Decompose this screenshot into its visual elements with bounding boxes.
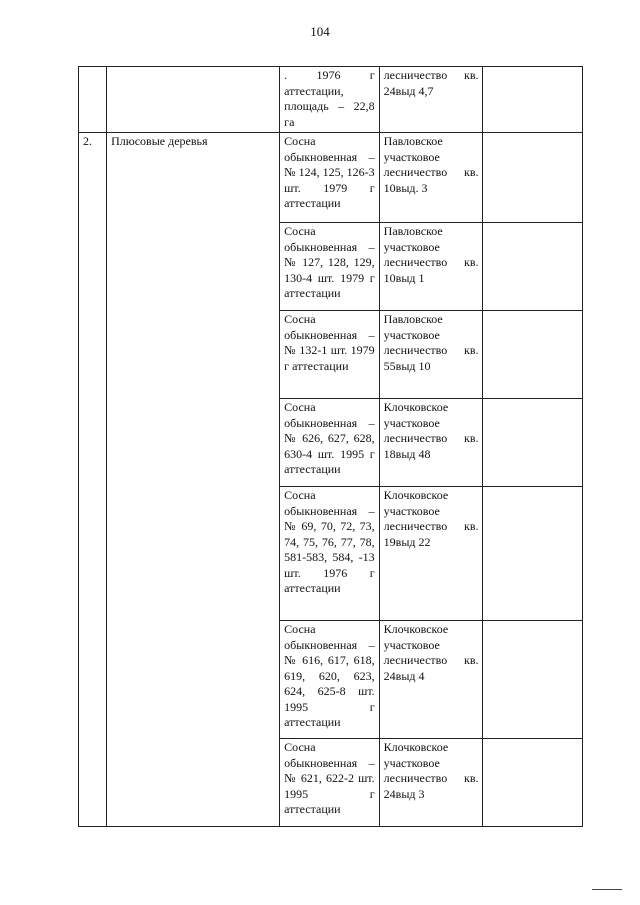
location-cell: Клочковское участковое лесничество кв. 19выд 22 [379,487,483,621]
empty-cell [483,399,583,487]
description-cell: Сосна обыкновенная – № 616, 617, 618, 619, 620, 623, 624, 625-8 шт. 1995 г аттестации [280,621,380,739]
location-cell: Павловское участковое лесничество кв. 10выд. 3 [379,133,483,223]
group-name-cell: Плюсовые деревья [107,133,280,827]
empty-cell [483,621,583,739]
description-cell: Сосна обыкновенная – № 69, 70, 72, 73, 74, 75, 76, 77, 78, 581-583, 584, -13 шт. 1976 г аттестации [280,487,380,621]
table-row [79,133,583,223]
empty-cell [483,311,583,399]
name-cell [107,67,280,133]
location-cell: лесничество кв. 24выд 4,7 [379,67,483,133]
location-cell: Клочковское участковое лесничество кв. 24выд 4 [379,621,483,739]
description-cell: Сосна обыкновенная – № 621, 622-2 шт. 1995 г аттестации [280,739,380,827]
description-cell: . 1976 г аттестации, площадь – 22,8 га [280,67,380,133]
empty-cell [483,223,583,311]
empty-cell [483,739,583,827]
table-row [79,67,583,133]
empty-cell [483,487,583,621]
location-cell: Павловское участковое лесничество кв. 10выд 1 [379,223,483,311]
group-number-cell: 2. [79,133,107,827]
location-cell: Клочковское участковое лесничество кв. 18выд 48 [379,399,483,487]
description-cell: Сосна обыкновенная – № 124, 125, 126-3 шт. 1979 г аттестации [280,133,380,223]
location-cell: Клочковское участковое лесничество кв. 24выд 3 [379,739,483,827]
description-cell: Сосна обыкновенная – № 626, 627, 628, 630-4 шт. 1995 г аттестации [280,399,380,487]
margin-mark [592,889,622,890]
empty-cell [483,133,583,223]
location-cell: Павловское участковое лесничество кв. 55выд 10 [379,311,483,399]
description-cell: Сосна обыкновенная – № 127, 128, 129, 130-4 шт. 1979 г аттестации [280,223,380,311]
document-table [78,66,583,827]
description-cell: Сосна обыкновенная – № 132-1 шт. 1979 г аттестации [280,311,380,399]
number-cell [79,67,107,133]
page-number: 104 [310,24,330,39]
empty-cell [483,67,583,133]
